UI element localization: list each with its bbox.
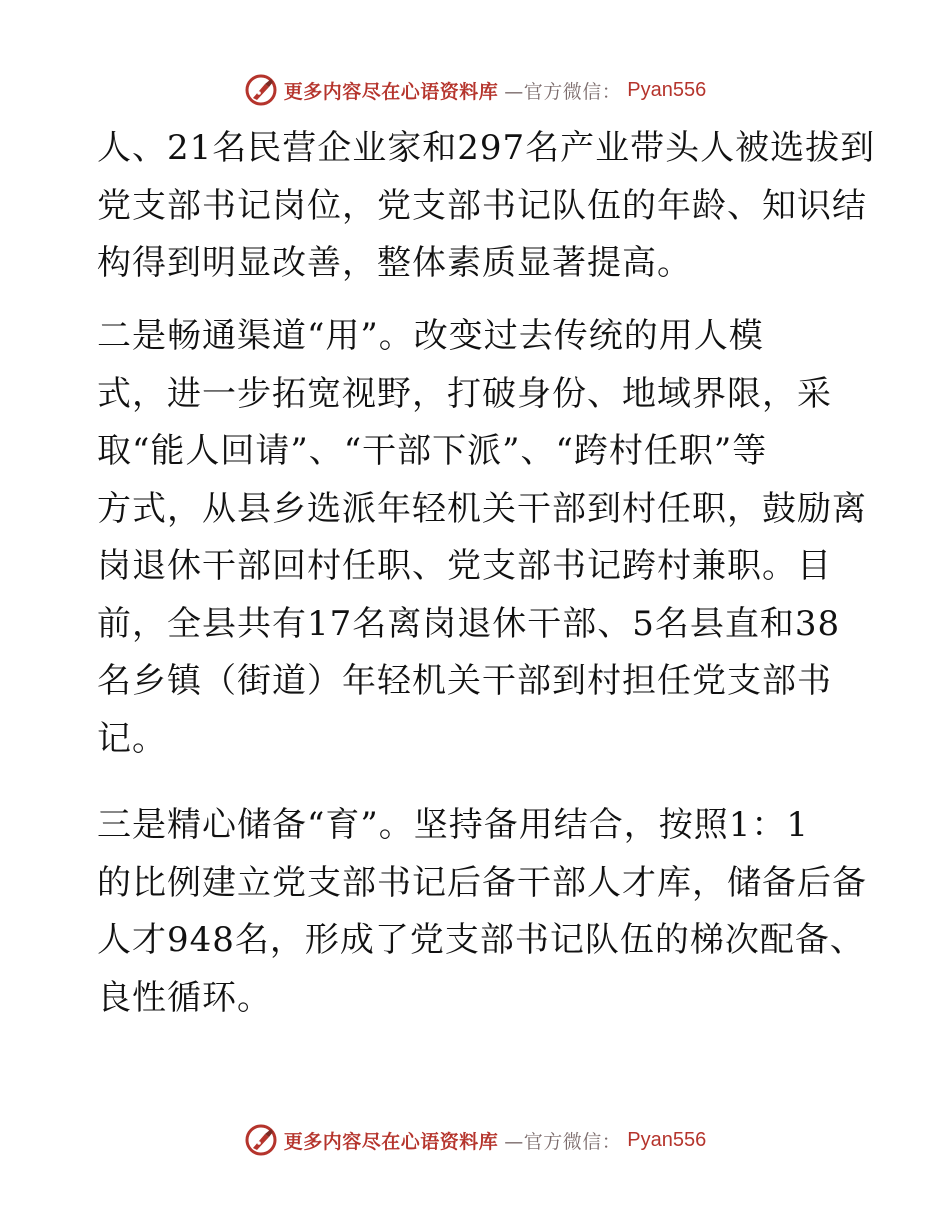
text-line: 构得到明显改善，整体素质显著提高。 [97,243,692,283]
text-line: 式，进一步拓宽视野，打破身份、地域界限，采 [97,373,832,414]
pen-nib-logo-icon [244,73,278,107]
text-line: 方式，从县乡选派年轻机关干部到村任职，鼓励离 [97,488,867,529]
text-line: 三是精心储备“育”。坚持备用结合，按照1：1 [97,805,810,845]
text-line: 前，全县共有17名离岗退休干部、5名县直和38 [97,603,841,644]
pen-nib-logo-icon [244,1123,278,1157]
paragraph-3 [97,797,867,1027]
text-line: 二是畅通渠道“用”。改变过去传统的用人模 [97,316,764,356]
text-line: 的比例建立党支部书记后备干部人才库，储备后备 [97,862,867,903]
paragraph-2 [97,308,867,768]
text-line: 取“能人回请”、“干部下派”、“跨村任职”等 [97,431,768,471]
footer-separator: —官方微信： [504,1130,622,1153]
paragraph-1 [97,120,876,293]
text-line: 记。 [97,718,167,759]
footer-wechat-id: Pyan556 [627,1128,707,1151]
header-separator: —官方微信： [504,80,622,103]
header-wechat-id: Pyan556 [627,78,707,101]
header-site-text: 更多内容尽在心语资料库 [283,80,499,103]
header-banner [0,70,950,110]
text-line: 人、21名民营企业家和297名产业带头人被选拔到 [97,128,876,168]
footer-banner [0,1120,950,1160]
text-line: 良性循环。 [97,977,272,1018]
text-line: 岗退休干部回村任职、党支部书记跨村兼职。目 [97,546,832,586]
text-line: 人才948名，形成了党支部书记队伍的梯次配备、 [97,920,865,960]
text-line: 名乡镇（街道）年轻机关干部到村担任党支部书 [97,661,832,701]
text-line: 党支部书记岗位，党支部书记队伍的年龄、知识结 [97,185,867,226]
footer-site-text: 更多内容尽在心语资料库 [283,1130,499,1153]
